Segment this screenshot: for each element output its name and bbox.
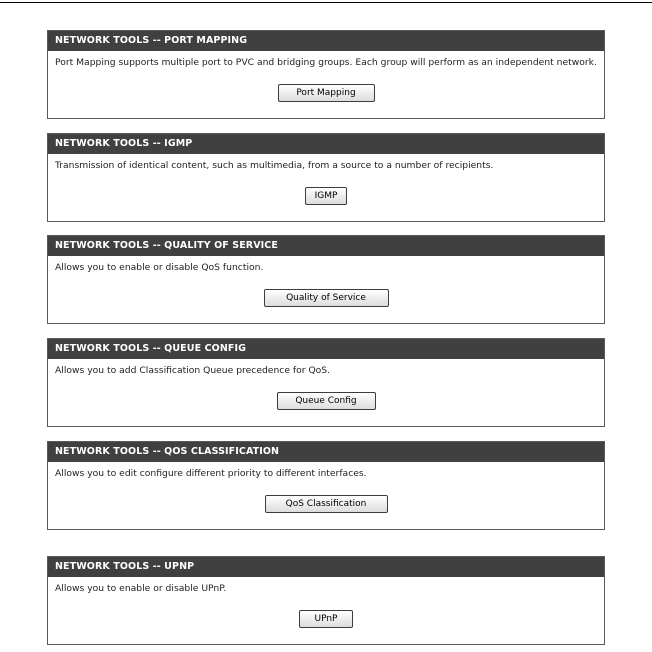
queue-config-button[interactable]: Queue Config — [277, 392, 376, 410]
upnp-header: NETWORK TOOLS -- UPNP — [48, 557, 604, 577]
quality-of-service-panel — [47, 235, 605, 324]
upnp-description: Allows you to enable or disable UPnP. — [55, 583, 227, 594]
upnp-button[interactable]: UPnP — [299, 610, 353, 628]
qos-classification-description: Allows you to edit configure different priority to different interfaces. — [55, 468, 367, 479]
quality-of-service-button-row — [48, 285, 604, 307]
qos-classification-header: NETWORK TOOLS -- QOS CLASSIFICATION — [48, 442, 604, 462]
port-mapping-description: Port Mapping supports multiple port to PVC and bridging groups. Each group will perform as an independent network. — [55, 57, 597, 68]
igmp-button-row — [48, 183, 604, 205]
igmp-description: Transmission of identical content, such as multimedia, from a source to a number of recipients. — [55, 160, 494, 171]
qos-classification-panel — [47, 441, 605, 530]
igmp-button[interactable]: IGMP — [305, 187, 347, 205]
queue-config-header: NETWORK TOOLS -- QUEUE CONFIG — [48, 339, 604, 359]
port-mapping-button-row — [48, 80, 604, 102]
top-divider — [0, 2, 652, 3]
port-mapping-button[interactable]: Port Mapping — [278, 84, 375, 102]
quality-of-service-button[interactable]: Quality of Service — [264, 289, 389, 307]
port-mapping-panel — [47, 30, 605, 119]
igmp-header: NETWORK TOOLS -- IGMP — [48, 134, 604, 154]
queue-config-description: Allows you to add Classification Queue precedence for QoS. — [55, 365, 331, 376]
qos-classification-button-row — [48, 491, 604, 513]
igmp-panel — [47, 133, 605, 222]
quality-of-service-header: NETWORK TOOLS -- QUALITY OF SERVICE — [48, 236, 604, 256]
port-mapping-header: NETWORK TOOLS -- PORT MAPPING — [48, 31, 604, 51]
qos-classification-button[interactable]: QoS Classification — [265, 495, 388, 513]
queue-config-panel — [47, 338, 605, 427]
quality-of-service-description: Allows you to enable or disable QoS function. — [55, 262, 264, 273]
upnp-button-row — [48, 606, 604, 628]
queue-config-button-row — [48, 388, 604, 410]
upnp-panel — [47, 556, 605, 645]
